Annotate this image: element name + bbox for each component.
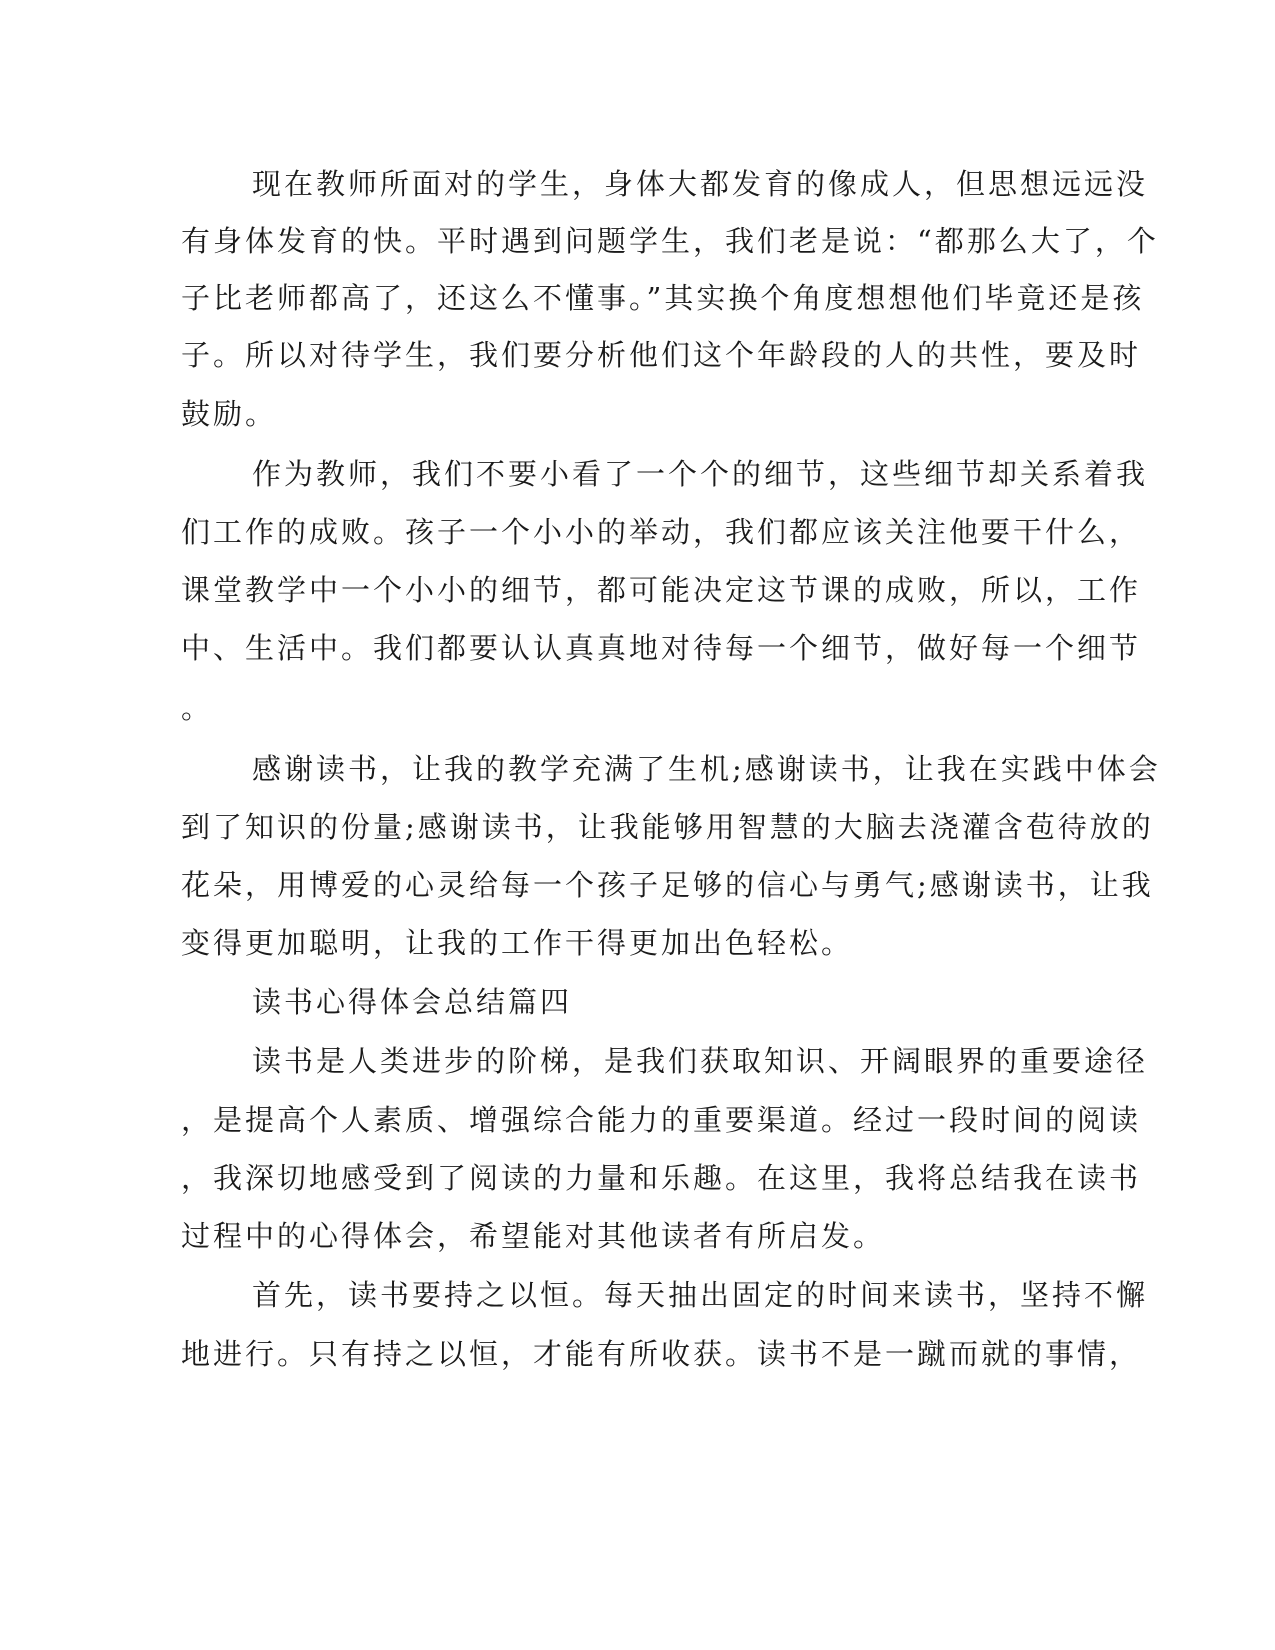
text-line: ，我深切地感受到了阅读的力量和乐趣。在这里，我将总结我在读书 [181, 1161, 1142, 1195]
section-heading: 读书心得体会总结篇四 [252, 985, 573, 1019]
text-line: 读书是人类进步的阶梯，是我们获取知识、开阔眼界的重要途径 [252, 1044, 1149, 1078]
text-line: 鼓励。 [181, 397, 278, 431]
text-line: 们工作的成败。孩子一个小小的举动，我们都应该关注他要干什么， [181, 515, 1142, 549]
text-line: 作为教师，我们不要小看了一个个的细节，这些细节却关系着我 [252, 457, 1149, 491]
text-line: 子。所以对待学生，我们要分析他们这个年龄段的人的共性，要及时 [181, 338, 1142, 372]
text-line: 花朵，用博爱的心灵给每一个孩子足够的信心与勇气;感谢读书，让我 [181, 868, 1154, 902]
text-line: 。 [181, 691, 214, 725]
text-line: 地进行。只有持之以恒，才能有所收获。读书不是一蹴而就的事情， [181, 1337, 1142, 1371]
text-line: 中、生活中。我们都要认认真真地对待每一个细节，做好每一个细节 [181, 631, 1142, 665]
text-line: 现在教师所面对的学生，身体大都发育的像成人，但思想远远没 [252, 167, 1149, 201]
text-line: 到了知识的份量;感谢读书，让我能够用智慧的大脑去浇灌含苞待放的 [181, 810, 1154, 844]
text-line: 有身体发育的快。平时遇到问题学生，我们老是说：“都那么大了，个 [181, 224, 1159, 258]
text-line: 变得更加聪明，让我的工作干得更加出色轻松。 [181, 926, 854, 960]
text-line: 感谢读书，让我的教学充满了生机;感谢读书，让我在实践中体会 [252, 752, 1161, 786]
text-line: ，是提高个人素质、增强综合能力的重要渠道。经过一段时间的阅读 [181, 1103, 1142, 1137]
text-line: 首先，读书要持之以恒。每天抽出固定的时间来读书，坚持不懈 [252, 1278, 1149, 1312]
text-line: 过程中的心得体会，希望能对其他读者有所启发。 [181, 1219, 886, 1253]
text-line: 课堂教学中一个小小的细节，都可能决定这节课的成败，所以，工作 [181, 573, 1142, 607]
text-line: 子比老师都高了，还这么不懂事。”其实换个角度想想他们毕竟还是孩 [181, 281, 1145, 315]
